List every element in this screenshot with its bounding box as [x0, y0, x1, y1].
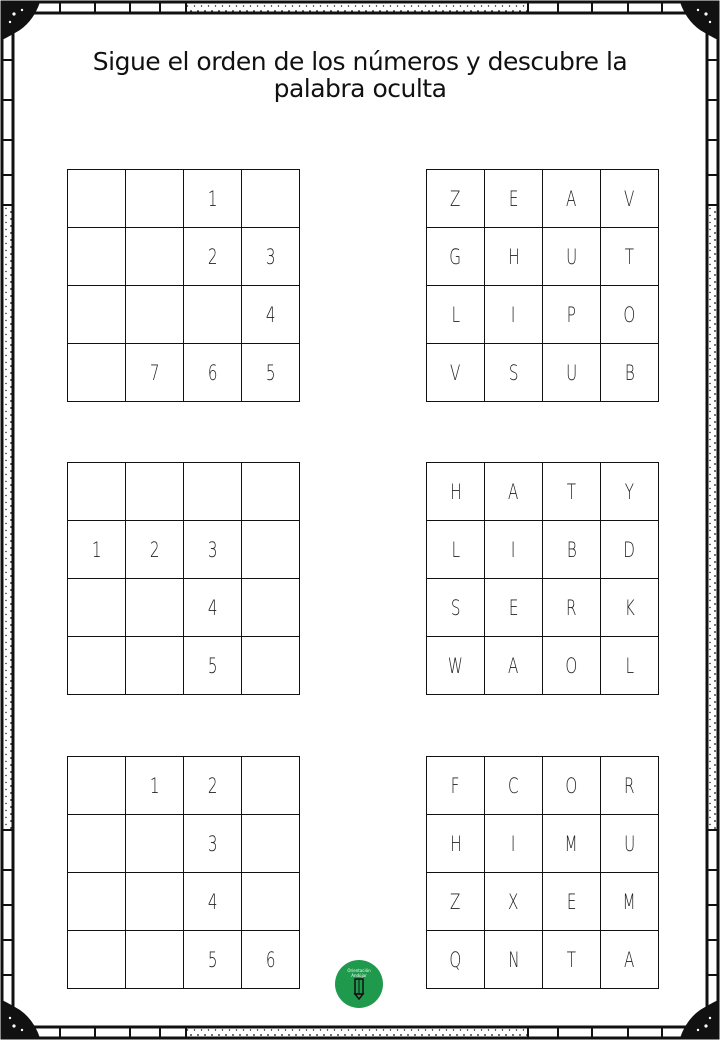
page-title [0, 48, 720, 102]
letter-cell[interactable]: V [427, 344, 485, 402]
number-cell[interactable]: 4 [242, 286, 300, 344]
letter-cell[interactable]: S [427, 579, 485, 637]
letter-cell[interactable]: I [485, 286, 543, 344]
number-cell[interactable] [68, 873, 126, 931]
number-cell[interactable]: 3 [184, 815, 242, 873]
letter-cell[interactable]: O [601, 286, 659, 344]
number-cell[interactable]: 4 [184, 873, 242, 931]
number-cell[interactable]: 2 [184, 757, 242, 815]
number-cell[interactable] [242, 637, 300, 695]
number-cell[interactable] [184, 463, 242, 521]
number-cell[interactable]: 5 [184, 931, 242, 989]
number-cell[interactable] [242, 873, 300, 931]
number-cell[interactable] [126, 170, 184, 228]
title-line-2: palabra oculta [273, 74, 447, 103]
letter-cell[interactable]: G [427, 228, 485, 286]
letter-cell[interactable]: E [485, 579, 543, 637]
letter-cell[interactable]: U [601, 815, 659, 873]
letter-cell[interactable]: R [601, 757, 659, 815]
letter-cell[interactable]: O [543, 757, 601, 815]
number-cell[interactable] [242, 815, 300, 873]
number-cell[interactable] [242, 757, 300, 815]
number-cell[interactable] [68, 931, 126, 989]
number-cell[interactable] [68, 228, 126, 286]
number-cell[interactable] [242, 521, 300, 579]
letter-cell[interactable]: U [543, 228, 601, 286]
letter-cell[interactable]: K [601, 579, 659, 637]
number-grid-2 [67, 462, 300, 695]
letter-cell[interactable]: Q [427, 931, 485, 989]
logo-text-line-2: Andújar [351, 973, 367, 978]
number-cell[interactable]: 6 [242, 931, 300, 989]
title-line-1: Sigue el orden de los números y descubre la [92, 47, 628, 76]
letter-cell[interactable]: H [427, 463, 485, 521]
letter-cell[interactable]: H [427, 815, 485, 873]
letter-cell[interactable]: Y [601, 463, 659, 521]
number-cell[interactable] [184, 286, 242, 344]
letter-cell[interactable]: H [485, 228, 543, 286]
number-cell[interactable] [126, 286, 184, 344]
letter-grid-3 [426, 756, 659, 989]
letter-cell[interactable]: S [485, 344, 543, 402]
number-cell[interactable] [68, 579, 126, 637]
number-cell[interactable]: 1 [184, 170, 242, 228]
number-cell[interactable]: 1 [126, 757, 184, 815]
letter-cell[interactable]: P [543, 286, 601, 344]
letter-cell[interactable]: C [485, 757, 543, 815]
letter-cell[interactable]: E [543, 873, 601, 931]
letter-cell[interactable]: A [485, 463, 543, 521]
number-cell[interactable] [242, 579, 300, 637]
number-cell[interactable] [126, 931, 184, 989]
number-cell[interactable]: 7 [126, 344, 184, 402]
letter-cell[interactable]: T [543, 931, 601, 989]
number-cell[interactable]: 5 [184, 637, 242, 695]
letter-cell[interactable]: I [485, 815, 543, 873]
letter-cell[interactable]: M [543, 815, 601, 873]
number-cell[interactable]: 5 [242, 344, 300, 402]
number-cell[interactable] [68, 757, 126, 815]
number-cell[interactable]: 6 [184, 344, 242, 402]
letter-grid-1 [426, 169, 659, 402]
letter-cell[interactable]: A [601, 931, 659, 989]
letter-cell[interactable]: T [601, 228, 659, 286]
number-cell[interactable] [242, 463, 300, 521]
logo-text-line-1: Orientación [347, 968, 371, 973]
letter-cell[interactable]: N [485, 931, 543, 989]
number-cell[interactable] [126, 873, 184, 931]
letter-grid-2 [426, 462, 659, 695]
letter-cell[interactable]: V [601, 170, 659, 228]
letter-cell[interactable]: W [427, 637, 485, 695]
letter-cell[interactable]: O [543, 637, 601, 695]
number-cell[interactable] [68, 463, 126, 521]
number-cell[interactable]: 4 [184, 579, 242, 637]
letter-cell[interactable]: L [427, 286, 485, 344]
number-cell[interactable]: 1 [68, 521, 126, 579]
number-cell[interactable] [68, 286, 126, 344]
number-cell[interactable] [126, 463, 184, 521]
letter-cell[interactable]: F [427, 757, 485, 815]
number-cell[interactable] [126, 637, 184, 695]
number-cell[interactable] [126, 228, 184, 286]
letter-cell[interactable]: M [601, 873, 659, 931]
number-cell[interactable] [68, 344, 126, 402]
letter-cell[interactable]: A [485, 637, 543, 695]
letter-cell[interactable]: A [543, 170, 601, 228]
number-cell[interactable] [68, 637, 126, 695]
letter-cell[interactable]: T [543, 463, 601, 521]
letter-cell[interactable]: B [543, 521, 601, 579]
letter-cell[interactable]: D [601, 521, 659, 579]
number-cell[interactable] [126, 579, 184, 637]
number-cell[interactable] [68, 170, 126, 228]
number-grid-3 [67, 756, 300, 989]
number-cell[interactable]: 2 [126, 521, 184, 579]
letter-cell[interactable]: Z [427, 873, 485, 931]
number-cell[interactable] [126, 815, 184, 873]
number-cell[interactable]: 3 [184, 521, 242, 579]
letter-cell[interactable]: R [543, 579, 601, 637]
letter-cell[interactable]: L [601, 637, 659, 695]
orientacion-andujar-logo [335, 960, 383, 1008]
letter-cell[interactable]: Z [427, 170, 485, 228]
letter-cell[interactable]: U [543, 344, 601, 402]
number-cell[interactable] [68, 815, 126, 873]
letter-cell[interactable]: E [485, 170, 543, 228]
number-grid-1 [67, 169, 300, 402]
letter-cell[interactable]: I [485, 521, 543, 579]
number-cell[interactable]: 2 [184, 228, 242, 286]
letter-cell[interactable]: L [427, 521, 485, 579]
number-cell[interactable] [242, 170, 300, 228]
number-cell[interactable]: 3 [242, 228, 300, 286]
letter-cell[interactable]: B [601, 344, 659, 402]
letter-cell[interactable]: X [485, 873, 543, 931]
pencil-icon [352, 978, 366, 1000]
